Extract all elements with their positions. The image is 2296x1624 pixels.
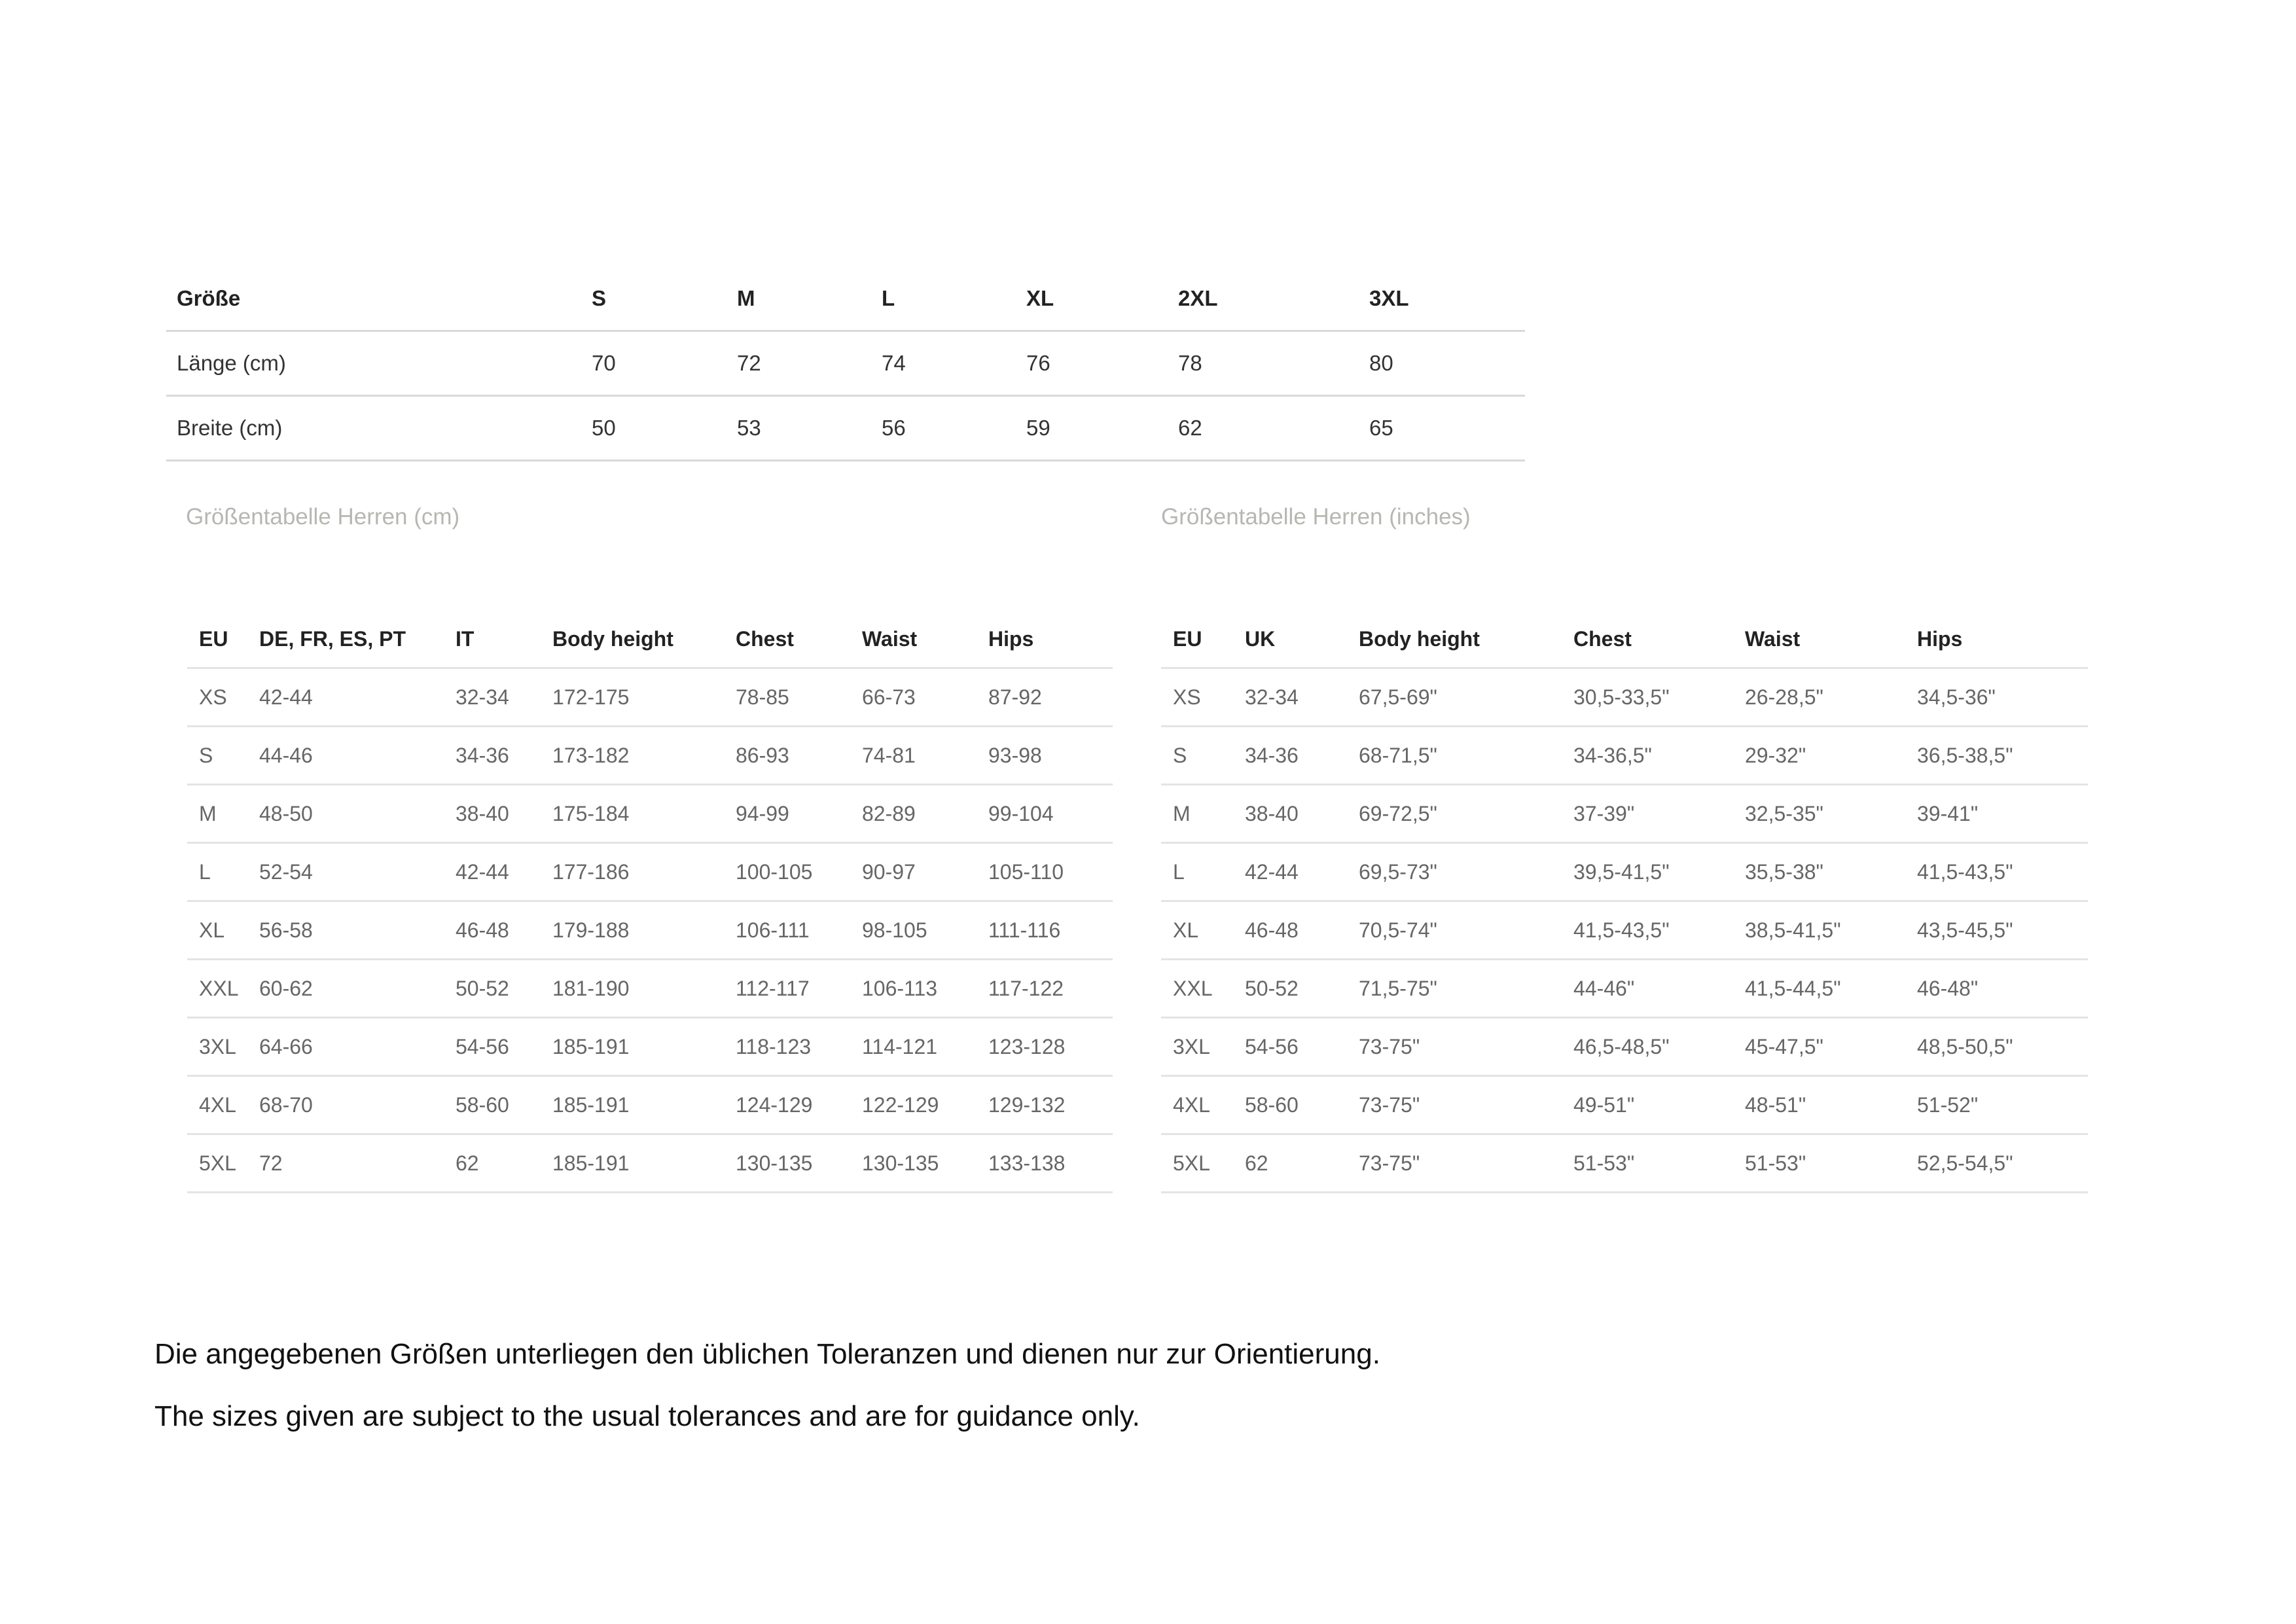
table-row xyxy=(1161,785,2088,843)
table-cell: 100-105 xyxy=(736,843,862,901)
size-label: L xyxy=(187,843,259,901)
table-cell: 51-52" xyxy=(1917,1076,2088,1134)
table-cell: 38,5-41,5" xyxy=(1745,901,1917,960)
table-cell: 41,5-43,5" xyxy=(1917,843,2088,901)
table-cell: 56-58 xyxy=(259,901,456,960)
size-label: XL xyxy=(187,901,259,960)
header-cell: 3XL xyxy=(1369,267,1525,331)
size-label: 4XL xyxy=(1161,1076,1245,1134)
table-cell: 82-89 xyxy=(862,785,988,843)
table-cell: 32,5-35" xyxy=(1745,785,1917,843)
table-cell: 50-52 xyxy=(1245,960,1359,1018)
table-cell: 46,5-48,5" xyxy=(1573,1018,1745,1076)
table-row xyxy=(1161,843,2088,901)
table-cell: 43,5-45,5" xyxy=(1917,901,2088,960)
table-cell: 124-129 xyxy=(736,1076,862,1134)
table-cell: 129-132 xyxy=(988,1076,1113,1134)
table-row xyxy=(187,785,1113,843)
table-cell: 106-113 xyxy=(862,960,988,1018)
table-cell: 179-188 xyxy=(552,901,736,960)
table-cell: 36,5-38,5" xyxy=(1917,727,2088,785)
inch-table-title: Größentabelle Herren (inches) xyxy=(1161,504,1471,530)
table-cell: 37-39" xyxy=(1573,785,1745,843)
size-label: M xyxy=(187,785,259,843)
size-table-inches xyxy=(1161,611,2088,1193)
size-label: 4XL xyxy=(187,1076,259,1134)
inch-table-body xyxy=(1161,668,2088,1193)
table-cell: 69,5-73" xyxy=(1359,843,1573,901)
size-label: XXL xyxy=(1161,960,1245,1018)
table-cell: 48-50 xyxy=(259,785,456,843)
product-table-header-row xyxy=(166,267,1525,331)
table-row xyxy=(187,727,1113,785)
cm-table-title: Größentabelle Herren (cm) xyxy=(186,504,460,530)
header-cell: 2XL xyxy=(1178,267,1369,331)
table-cell: 59 xyxy=(1026,396,1178,461)
table-row xyxy=(1161,1134,2088,1193)
table-row xyxy=(187,1018,1113,1076)
table-cell: 60-62 xyxy=(259,960,456,1018)
header-cell: Waist xyxy=(862,611,988,668)
table-cell: 35,5-38" xyxy=(1745,843,1917,901)
table-cell: 173-182 xyxy=(552,727,736,785)
table-cell: 44-46 xyxy=(259,727,456,785)
table-cell: 130-135 xyxy=(736,1134,862,1193)
table-cell: 48-51" xyxy=(1745,1076,1917,1134)
table-cell: 72 xyxy=(259,1134,456,1193)
table-row xyxy=(187,668,1113,727)
row-label: Breite (cm) xyxy=(166,396,592,461)
header-cell: EU xyxy=(187,611,259,668)
table-cell: 46-48 xyxy=(456,901,552,960)
table-cell: 39,5-41,5" xyxy=(1573,843,1745,901)
table-cell: 52-54 xyxy=(259,843,456,901)
table-cell: 74 xyxy=(882,331,1026,396)
table-cell: 72 xyxy=(737,331,882,396)
table-cell: 112-117 xyxy=(736,960,862,1018)
table-cell: 46-48" xyxy=(1917,960,2088,1018)
table-row xyxy=(187,901,1113,960)
table-cell: 78 xyxy=(1178,331,1369,396)
size-label: XS xyxy=(1161,668,1245,727)
size-label: S xyxy=(187,727,259,785)
size-label: L xyxy=(1161,843,1245,901)
table-cell: 73-75" xyxy=(1359,1018,1573,1076)
table-row xyxy=(1161,901,2088,960)
table-cell: 94-99 xyxy=(736,785,862,843)
table-cell: 114-121 xyxy=(862,1018,988,1076)
table-cell: 130-135 xyxy=(862,1134,988,1193)
table-cell: 69-72,5" xyxy=(1359,785,1573,843)
cm-header-row xyxy=(187,611,1113,668)
table-cell: 123-128 xyxy=(988,1018,1113,1076)
table-cell: 133-138 xyxy=(988,1134,1113,1193)
table-cell: 42-44 xyxy=(259,668,456,727)
table-cell: 185-191 xyxy=(552,1134,736,1193)
table-cell: 90-97 xyxy=(862,843,988,901)
table-cell: 66-73 xyxy=(862,668,988,727)
table-cell: 70,5-74" xyxy=(1359,901,1573,960)
cm-table-body xyxy=(187,668,1113,1193)
table-cell: 99-104 xyxy=(988,785,1113,843)
header-cell: Größe xyxy=(166,267,592,331)
header-cell: EU xyxy=(1161,611,1245,668)
table-cell: 46-48 xyxy=(1245,901,1359,960)
product-table-header xyxy=(166,267,1525,331)
table-cell: 62 xyxy=(456,1134,552,1193)
size-label: 3XL xyxy=(187,1018,259,1076)
table-cell: 32-34 xyxy=(456,668,552,727)
table-row xyxy=(1161,960,2088,1018)
table-cell: 62 xyxy=(1178,396,1369,461)
size-label: 5XL xyxy=(187,1134,259,1193)
table-cell: 68-71,5" xyxy=(1359,727,1573,785)
table-cell: 38-40 xyxy=(1245,785,1359,843)
table-cell: 177-186 xyxy=(552,843,736,901)
table-cell: 67,5-69" xyxy=(1359,668,1573,727)
table-cell: 73-75" xyxy=(1359,1076,1573,1134)
table-cell: 74-81 xyxy=(862,727,988,785)
table-cell: 45-47,5" xyxy=(1745,1018,1917,1076)
header-cell: M xyxy=(737,267,882,331)
header-cell: Hips xyxy=(988,611,1113,668)
header-cell: IT xyxy=(456,611,552,668)
table-cell: 122-129 xyxy=(862,1076,988,1134)
table-row xyxy=(1161,1076,2088,1134)
table-cell: 185-191 xyxy=(552,1076,736,1134)
header-cell: Hips xyxy=(1917,611,2088,668)
size-label: S xyxy=(1161,727,1245,785)
table-cell: 181-190 xyxy=(552,960,736,1018)
table-cell: 30,5-33,5" xyxy=(1573,668,1745,727)
table-cell: 70 xyxy=(592,331,737,396)
table-cell: 87-92 xyxy=(988,668,1113,727)
header-cell: S xyxy=(592,267,737,331)
header-cell: L xyxy=(882,267,1026,331)
table-cell: 34-36,5" xyxy=(1573,727,1745,785)
table-cell: 29-32" xyxy=(1745,727,1917,785)
table-cell: 73-75" xyxy=(1359,1134,1573,1193)
table-row xyxy=(1161,1018,2088,1076)
header-cell: Body height xyxy=(552,611,736,668)
table-cell: 58-60 xyxy=(456,1076,552,1134)
size-label: XXL xyxy=(187,960,259,1018)
table-cell: 50 xyxy=(592,396,737,461)
table-cell: 51-53" xyxy=(1573,1134,1745,1193)
product-measurement-table xyxy=(166,267,1525,461)
size-label: 3XL xyxy=(1161,1018,1245,1076)
table-row xyxy=(187,960,1113,1018)
table-cell: 51-53" xyxy=(1745,1134,1917,1193)
table-cell: 111-116 xyxy=(988,901,1113,960)
table-cell: 32-34 xyxy=(1245,668,1359,727)
inch-header-row xyxy=(1161,611,2088,668)
size-table-cm xyxy=(187,611,1113,1193)
table-cell: 53 xyxy=(737,396,882,461)
table-cell: 42-44 xyxy=(1245,843,1359,901)
table-row xyxy=(1161,727,2088,785)
table-cell: 175-184 xyxy=(552,785,736,843)
table-cell: 48,5-50,5" xyxy=(1917,1018,2088,1076)
table-cell: 71,5-75" xyxy=(1359,960,1573,1018)
table-cell: 34-36 xyxy=(456,727,552,785)
row-label: Länge (cm) xyxy=(166,331,592,396)
table-cell: 38-40 xyxy=(456,785,552,843)
table-cell: 65 xyxy=(1369,396,1525,461)
header-cell: Body height xyxy=(1359,611,1573,668)
table-cell: 58-60 xyxy=(1245,1076,1359,1134)
table-row xyxy=(187,843,1113,901)
table-cell: 41,5-43,5" xyxy=(1573,901,1745,960)
table-cell: 39-41" xyxy=(1917,785,2088,843)
table-cell: 172-175 xyxy=(552,668,736,727)
table-cell: 78-85 xyxy=(736,668,862,727)
table-row xyxy=(187,1076,1113,1134)
table-cell: 98-105 xyxy=(862,901,988,960)
table-cell: 80 xyxy=(1369,331,1525,396)
table-cell: 34,5-36" xyxy=(1917,668,2088,727)
table-cell: 117-122 xyxy=(988,960,1113,1018)
table-row xyxy=(1161,668,2088,727)
table-cell: 93-98 xyxy=(988,727,1113,785)
table-cell: 52,5-54,5" xyxy=(1917,1134,2088,1193)
table-cell: 56 xyxy=(882,396,1026,461)
header-cell: Chest xyxy=(1573,611,1745,668)
table-cell: 106-111 xyxy=(736,901,862,960)
table-cell: 64-66 xyxy=(259,1018,456,1076)
table-cell: 118-123 xyxy=(736,1018,862,1076)
table-cell: 62 xyxy=(1245,1134,1359,1193)
size-label: 5XL xyxy=(1161,1134,1245,1193)
table-cell: 26-28,5" xyxy=(1745,668,1917,727)
table-cell: 42-44 xyxy=(456,843,552,901)
table-cell: 50-52 xyxy=(456,960,552,1018)
size-label: XL xyxy=(1161,901,1245,960)
table-cell: 34-36 xyxy=(1245,727,1359,785)
table-cell: 54-56 xyxy=(1245,1018,1359,1076)
table-cell: 76 xyxy=(1026,331,1178,396)
table-cell: 185-191 xyxy=(552,1018,736,1076)
table-cell: 54-56 xyxy=(456,1018,552,1076)
header-cell: DE, FR, ES, PT xyxy=(259,611,456,668)
table-cell: 86-93 xyxy=(736,727,862,785)
header-cell: Waist xyxy=(1745,611,1917,668)
table-cell: 44-46" xyxy=(1573,960,1745,1018)
tolerance-note-german: Die angegebenen Größen unterliegen den üblichen Toleranzen und dienen nur zur Orientierung. xyxy=(154,1338,1380,1370)
table-cell: 105-110 xyxy=(988,843,1113,901)
table-cell: 68-70 xyxy=(259,1076,456,1134)
tolerance-note-english: The sizes given are subject to the usual tolerances and are for guidance only. xyxy=(154,1400,1140,1432)
size-label: M xyxy=(1161,785,1245,843)
size-label: XS xyxy=(187,668,259,727)
header-cell: Chest xyxy=(736,611,862,668)
table-row xyxy=(187,1134,1113,1193)
table-cell: 49-51" xyxy=(1573,1076,1745,1134)
header-cell: UK xyxy=(1245,611,1359,668)
table-row xyxy=(166,331,1525,396)
table-cell: 41,5-44,5" xyxy=(1745,960,1917,1018)
table-row xyxy=(166,396,1525,461)
header-cell: XL xyxy=(1026,267,1178,331)
